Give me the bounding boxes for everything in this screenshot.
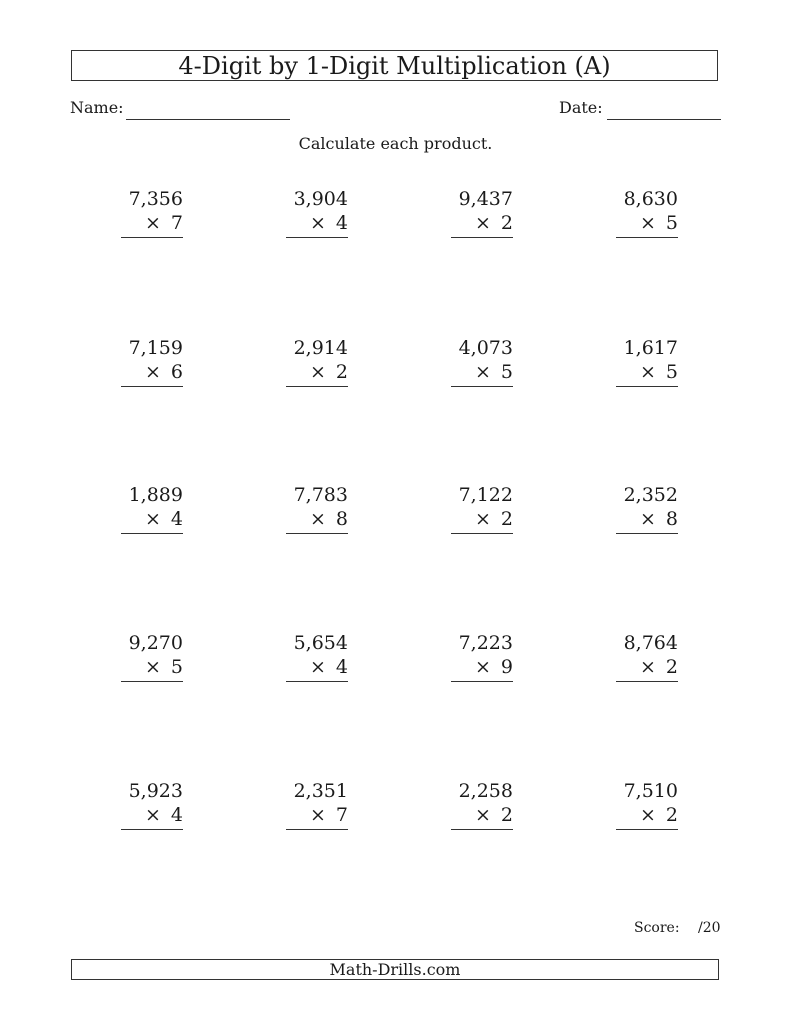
multiplicand: 5,923 (128, 780, 183, 802)
answer-line[interactable] (286, 386, 348, 387)
multiplicand: 7,783 (293, 484, 348, 506)
multiplier: 8 (665, 508, 678, 530)
multiply-sign: × (639, 508, 656, 530)
problem-7 (451, 337, 513, 397)
problem-16 (616, 632, 678, 692)
multiplicand: 7,223 (458, 632, 513, 654)
multiplicand: 7,356 (128, 188, 183, 210)
multiply-sign: × (474, 656, 491, 678)
multiplier: 2 (665, 804, 678, 826)
instructions: Calculate each product. (298, 134, 493, 153)
multiplier: 7 (170, 212, 183, 234)
multiplicand: 2,352 (623, 484, 678, 506)
problem-4 (616, 188, 678, 248)
name-label: Name: (70, 98, 124, 117)
footer (71, 959, 719, 980)
multiplicand: 9,270 (128, 632, 183, 654)
problem-13 (121, 632, 183, 692)
multiply-sign: × (639, 212, 656, 234)
answer-line[interactable] (451, 533, 513, 534)
multiply-sign: × (474, 508, 491, 530)
answer-line[interactable] (121, 681, 183, 682)
answer-line[interactable] (616, 386, 678, 387)
multiplier: 2 (335, 361, 348, 383)
problem-6 (286, 337, 348, 397)
multiplier-row (640, 804, 678, 826)
multiply-sign: × (309, 361, 326, 383)
multiplier-row (475, 656, 513, 678)
multiplier: 2 (500, 212, 513, 234)
multiply-sign: × (309, 212, 326, 234)
name-field[interactable] (126, 119, 290, 120)
answer-line[interactable] (451, 829, 513, 830)
multiplier: 5 (170, 656, 183, 678)
multiply-sign: × (639, 361, 656, 383)
multiplier-row (640, 212, 678, 234)
multiply-sign: × (474, 212, 491, 234)
multiplier: 8 (335, 508, 348, 530)
multiplier-row (310, 804, 348, 826)
multiplier: 2 (500, 804, 513, 826)
answer-line[interactable] (451, 386, 513, 387)
multiplier: 9 (500, 656, 513, 678)
problem-18 (286, 780, 348, 840)
multiplicand: 3,904 (293, 188, 348, 210)
answer-line[interactable] (286, 829, 348, 830)
answer-line[interactable] (616, 829, 678, 830)
multiplier-row (475, 804, 513, 826)
multiplicand: 5,654 (293, 632, 348, 654)
multiplier-row (310, 508, 348, 530)
multiplier: 2 (500, 508, 513, 530)
problem-2 (286, 188, 348, 248)
answer-line[interactable] (616, 533, 678, 534)
problem-1 (121, 188, 183, 248)
multiply-sign: × (144, 804, 161, 826)
multiplicand: 2,914 (293, 337, 348, 359)
multiplicand: 7,510 (623, 780, 678, 802)
multiplicand: 4,073 (458, 337, 513, 359)
multiplier: 5 (500, 361, 513, 383)
multiplier-row (640, 508, 678, 530)
answer-line[interactable] (121, 533, 183, 534)
multiplicand: 9,437 (458, 188, 513, 210)
multiplicand: 2,258 (458, 780, 513, 802)
multiply-sign: × (639, 656, 656, 678)
multiplicand: 8,764 (623, 632, 678, 654)
multiplier-row (145, 656, 183, 678)
multiply-sign: × (639, 804, 656, 826)
answer-line[interactable] (121, 829, 183, 830)
multiplier-row (475, 361, 513, 383)
date-label: Date: (559, 98, 603, 117)
multiplier: 4 (335, 656, 348, 678)
problem-17 (121, 780, 183, 840)
answer-line[interactable] (121, 237, 183, 238)
multiplier: 5 (665, 212, 678, 234)
multiplier-row (145, 508, 183, 530)
answer-line[interactable] (286, 237, 348, 238)
multiply-sign: × (474, 804, 491, 826)
multiplier-row (145, 212, 183, 234)
multiplier-row (475, 508, 513, 530)
multiplier-row (640, 656, 678, 678)
multiplier: 5 (665, 361, 678, 383)
answer-line[interactable] (616, 237, 678, 238)
multiplier: 4 (170, 804, 183, 826)
multiplier: 2 (665, 656, 678, 678)
multiply-sign: × (309, 508, 326, 530)
multiply-sign: × (144, 212, 161, 234)
page-title-text: 4-Digit by 1-Digit Multiplication (A) (178, 51, 611, 80)
multiplicand: 7,159 (128, 337, 183, 359)
multiply-sign: × (144, 361, 161, 383)
problem-14 (286, 632, 348, 692)
answer-line[interactable] (616, 681, 678, 682)
multiply-sign: × (474, 361, 491, 383)
multiply-sign: × (309, 804, 326, 826)
page-title (71, 50, 718, 81)
problem-11 (451, 484, 513, 544)
multiplier-row (145, 361, 183, 383)
footer-site: Math-Drills.com (329, 959, 461, 979)
problem-9 (121, 484, 183, 544)
multiplier-row (475, 212, 513, 234)
multiplicand: 8,630 (623, 188, 678, 210)
multiplier-row (310, 212, 348, 234)
problem-5 (121, 337, 183, 397)
problem-10 (286, 484, 348, 544)
problem-19 (451, 780, 513, 840)
problem-12 (616, 484, 678, 544)
multiply-sign: × (144, 656, 161, 678)
multiplier: 7 (335, 804, 348, 826)
problem-15 (451, 632, 513, 692)
answer-line[interactable] (286, 681, 348, 682)
multiply-sign: × (309, 656, 326, 678)
multiply-sign: × (144, 508, 161, 530)
multiplicand: 1,889 (128, 484, 183, 506)
multiplier-row (145, 804, 183, 826)
multiplier: 4 (335, 212, 348, 234)
multiplicand: 1,617 (623, 337, 678, 359)
multiplicand: 2,351 (293, 780, 348, 802)
date-field[interactable] (607, 119, 721, 120)
score-label: Score: (634, 920, 680, 936)
problem-8 (616, 337, 678, 397)
problem-20 (616, 780, 678, 840)
answer-line[interactable] (451, 237, 513, 238)
multiplier: 4 (170, 508, 183, 530)
answer-line[interactable] (451, 681, 513, 682)
multiplier-row (310, 361, 348, 383)
answer-line[interactable] (121, 386, 183, 387)
answer-line[interactable] (286, 533, 348, 534)
score-total: /20 (698, 920, 721, 936)
multiplier-row (640, 361, 678, 383)
problem-3 (451, 188, 513, 248)
multiplier: 6 (170, 361, 183, 383)
multiplier-row (310, 656, 348, 678)
multiplicand: 7,122 (458, 484, 513, 506)
